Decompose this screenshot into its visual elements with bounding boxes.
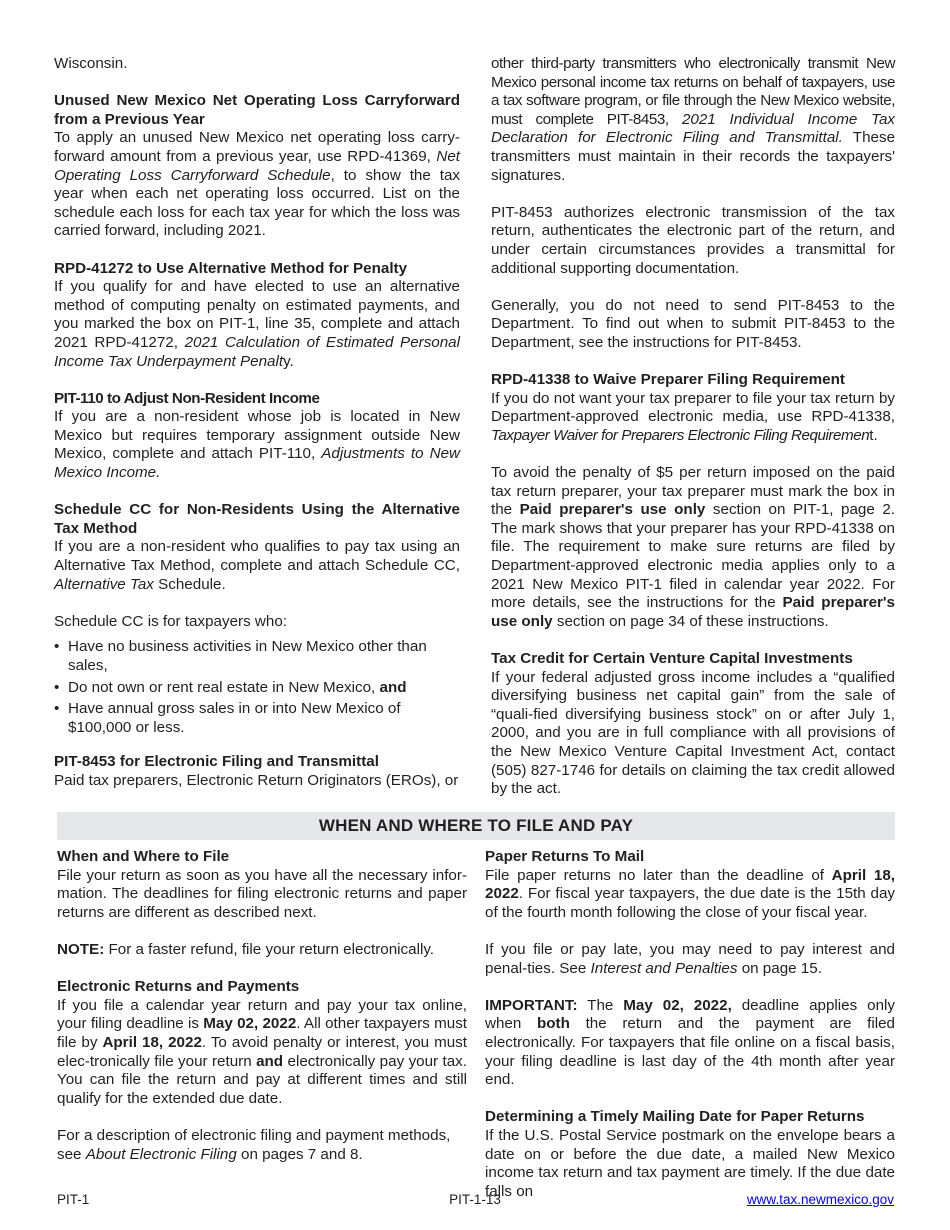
electronic-text-2: . All other taxpayers must file by bbox=[57, 1015, 468, 1051]
pit110-section bbox=[54, 390, 460, 483]
bullet-text: Have no business activities in New Mexico other than sales, bbox=[68, 638, 427, 674]
schedule-cc-text-2: Schedule. bbox=[158, 575, 226, 593]
pit8453-authorizes-paragraph: PIT-8453 authorizes electronic transmission of the tax return, authenticates the electronic part of the return, and under certain circumstances provides a transmittal for additional supporting documentation. bbox=[491, 203, 895, 277]
pit8453-form-title: 2021 Individual Income Tax Declaration for Electronic Filing and Transmittal. bbox=[491, 110, 895, 147]
bullet-text: Have annual gross sales in or into New Mexico of $100,000 or less. bbox=[68, 700, 401, 736]
pit8453-continued-text-1: other third-party transmitters who electronically transmit New Mexico personal income tax returns on behalf of taxpayers, use a tax software program, or file through the New Mexico website, must complete PIT-8453, bbox=[491, 55, 895, 128]
schedule-cc-intro: Schedule CC is for taxpayers who: bbox=[54, 612, 287, 630]
pit8453-continued-text-2: These transmitters must maintain in their records the taxpayers' signatures. bbox=[491, 129, 896, 184]
list-item bbox=[54, 700, 460, 737]
paper-section bbox=[485, 848, 895, 922]
mailing-heading: Determining a Timely Mailing Date for Paper Returns bbox=[485, 1108, 865, 1126]
wisconsin-text: Wisconsin. bbox=[54, 55, 128, 72]
schedule-cc-section bbox=[54, 501, 460, 594]
mailing-text: If the U.S. Postal Service postmark on the envelope bears a date on or before the due date, a mailed New Mexico income tax return and tax payment are timely. If the due date falls on bbox=[485, 1126, 895, 1200]
pit110-text-1: If you are a non-resident whose job is located in New Mexico but requires temporary assignment outside New Mexico, complete and attach PIT-110, bbox=[54, 408, 460, 463]
rpd41272-text-1: If you qualify for and have elected to use an alternative method of computing penalty on estimated payments, and you marked the box on PIT-1, line 35, complete and attach 2021 RPD-41272, bbox=[54, 278, 460, 351]
bullet-icon: • bbox=[54, 678, 60, 696]
paper-heading: Paper Returns To Mail bbox=[485, 848, 645, 865]
important-date-may: May 02, 2022, bbox=[623, 996, 732, 1014]
electronic-bold-and: and bbox=[256, 1052, 284, 1070]
nol-heading: Unused New Mexico Net Operating Loss Carryforward from a Previous Year bbox=[54, 92, 460, 128]
schedule-cc-heading: Schedule CC for Non-Residents Using the Alternative Tax Method bbox=[54, 501, 460, 537]
important-paragraph bbox=[485, 997, 895, 1090]
important-bold-both: both bbox=[537, 1015, 570, 1033]
pit110-heading: PIT-110 to Adjust Non-Resident Income bbox=[54, 389, 320, 407]
schedule-cc-bullet-list bbox=[54, 638, 460, 737]
description-text-1: For a description of electronic filing and payment methods, see bbox=[57, 1126, 451, 1163]
preparer-penalty-text-2: section on PIT-1, page 2. The mark shows that your preparer has your RPD-41338 on file. The requirement to make sure returns are filed by Department-approved electronic media applies only to a 2021 New Mexico PIT-1 filed in calendar year 2022. For more details, see the instructions for the bbox=[491, 501, 895, 612]
note-paragraph bbox=[57, 941, 467, 960]
pit8453-text-1: Paid tax preparers, Electronic Return Originators (EROs), or bbox=[54, 771, 459, 789]
electronic-date-april: April 18, 2022 bbox=[102, 1033, 202, 1051]
nol-form-title: Net Operating Loss Carryforward Schedule bbox=[54, 147, 460, 184]
description-paragraph bbox=[57, 1127, 467, 1164]
section-banner: WHEN AND WHERE TO FILE AND PAY bbox=[57, 812, 895, 840]
rpd41338-text-1: If you do not want your tax preparer to file your tax return by Department-approved electronic media, use RPD-41338, bbox=[491, 389, 895, 426]
note-text: For a faster refund, file your return electronically. bbox=[104, 940, 435, 958]
note-label: NOTE: bbox=[57, 940, 105, 958]
important-label: IMPORTANT: bbox=[485, 996, 578, 1014]
venture-capital-section bbox=[491, 650, 895, 799]
pit8453-department-paragraph: Generally, you do not need to send PIT-8453 to the Department. To find out when to submit PIT-8453 to the Department, see the instructions for PIT-8453. bbox=[491, 296, 895, 351]
bottom-right-column bbox=[485, 848, 895, 1201]
electronic-text-1: If you file a calendar year return and pay your tax online, your filing deadline is bbox=[57, 996, 467, 1033]
bullet-text: Do not own or rent real estate in New Mexico, bbox=[68, 678, 380, 696]
list-item bbox=[54, 638, 460, 675]
bullet-icon: • bbox=[54, 638, 60, 656]
list-item bbox=[54, 679, 460, 698]
paper-text-2: . For fiscal year taxpayers, the due date is the 15th day of the fourth month following the close of your fiscal year. bbox=[485, 885, 895, 921]
schedule-cc-text-1: If you are a non-resident who qualifies to pay tax using an Alternative Tax Method, complete and attach Schedule CC, bbox=[54, 538, 460, 575]
right-column bbox=[491, 55, 895, 799]
rpd41272-heading: RPD-41272 to Use Alternative Method for Penalty bbox=[54, 259, 408, 277]
left-column bbox=[54, 55, 460, 791]
paid-preparer-bold-1: Paid preparer's use only bbox=[519, 501, 706, 519]
bullet-bold-and: and bbox=[379, 678, 407, 696]
when-where-heading: When and Where to File bbox=[57, 848, 230, 865]
venture-capital-text: If your federal adjusted gross income includes a “qualified diversifying business net capital gain” from the sale of “quali-fied diversifying business stock” on or after July 1, 2000, and you are in full compliance with all provisions of the New Mexico Venture Capital Investment Act, contact (505) 827-1746 for details on claiming the tax credit allowed by the act. bbox=[491, 668, 895, 798]
footer-page-number: PIT-1-13 bbox=[449, 1192, 501, 1207]
late-paragraph bbox=[485, 941, 895, 978]
bottom-left-column bbox=[57, 848, 467, 1164]
footer-website-link[interactable]: www.tax.newmexico.gov bbox=[746, 1192, 894, 1207]
electronic-date-may: May 02, 2022 bbox=[203, 1015, 297, 1033]
paper-text-1: File paper returns no later than the deadline of bbox=[485, 866, 832, 884]
schedule-cc-form-title: Alternative Tax bbox=[54, 575, 159, 593]
rpd41272-text-2: y. bbox=[283, 352, 294, 370]
electronic-text-4: electronically pay your tax. You can file the return and pay at different times and still qualify for the extended due date. bbox=[57, 1052, 467, 1107]
pit110-form-title: Adjustments to New Mexico Income. bbox=[54, 445, 460, 482]
when-where-section bbox=[57, 848, 467, 922]
bullet-icon: • bbox=[54, 700, 60, 718]
late-text-1: If you file or pay late, you may need to pay interest and penal-ties. See bbox=[485, 940, 895, 977]
rpd41338-heading: RPD-41338 to Waive Preparer Filing Requirement bbox=[491, 371, 845, 389]
important-text-2: deadline applies only when bbox=[485, 996, 895, 1033]
rpd41338-form-title: Taxpayer Waiver for Preparers Electronic Filing Requiremen bbox=[491, 426, 870, 444]
electronic-text-3: . To avoid penalty or interest, you must elec-tronically file your return bbox=[57, 1033, 467, 1070]
rpd41338-text-2: t. bbox=[869, 426, 878, 444]
when-where-text: File your return as soon as you have all the necessary infor-mation. The deadlines for filing electronic returns and paper returns are different as described next. bbox=[57, 866, 467, 921]
description-text-2: on pages 7 and 8. bbox=[236, 1145, 363, 1163]
pit8453-section bbox=[54, 753, 460, 790]
preparer-penalty-paragraph bbox=[491, 464, 895, 631]
mailing-section bbox=[485, 1108, 895, 1201]
nol-text-1: To apply an unused New Mexico net operating loss carry-forward amount from a previous year, use RPD-41369, bbox=[54, 129, 460, 165]
important-text-1: The bbox=[577, 996, 624, 1014]
late-text-2: on page 15. bbox=[737, 959, 822, 977]
venture-capital-heading: Tax Credit for Certain Venture Capital Investments bbox=[491, 650, 853, 667]
footer-form-name: PIT-1 bbox=[57, 1192, 90, 1207]
late-italic: Interest and Penalties bbox=[590, 959, 738, 977]
paper-date-april: April 18, 2022 bbox=[485, 866, 895, 903]
preparer-penalty-text-3: section on page 34 of these instructions. bbox=[552, 612, 829, 630]
pit8453-continued bbox=[491, 55, 895, 185]
description-italic: About Electronic Filing bbox=[85, 1145, 237, 1163]
nol-section bbox=[54, 92, 460, 241]
paid-preparer-bold-2: Paid preparer's use only bbox=[491, 594, 895, 630]
preparer-penalty-text-1: To avoid the penalty of $5 per return imposed on the paid tax return preparer, your tax preparer must mark the box in the bbox=[491, 464, 895, 519]
rpd41338-section bbox=[491, 371, 895, 445]
pit8453-heading: PIT-8453 for Electronic Filing and Transmittal bbox=[54, 753, 379, 771]
nol-text-2: , to show the tax year when each net operating loss occurred. List on the schedule each loss for each tax year for which the loss was carried forward, including 2021. bbox=[54, 166, 460, 240]
electronic-section bbox=[57, 978, 467, 1108]
electronic-heading: Electronic Returns and Payments bbox=[57, 978, 300, 996]
important-text-3: the return and the payment are filed electronically. For taxpayers that file online on a fiscal basis, your filing deadline is last day of the 4th month after year end. bbox=[485, 1015, 895, 1089]
rpd41272-form-title: 2021 Calculation of Estimated Personal Income Tax Underpayment Penalt bbox=[54, 333, 460, 370]
rpd41272-section bbox=[54, 260, 460, 372]
